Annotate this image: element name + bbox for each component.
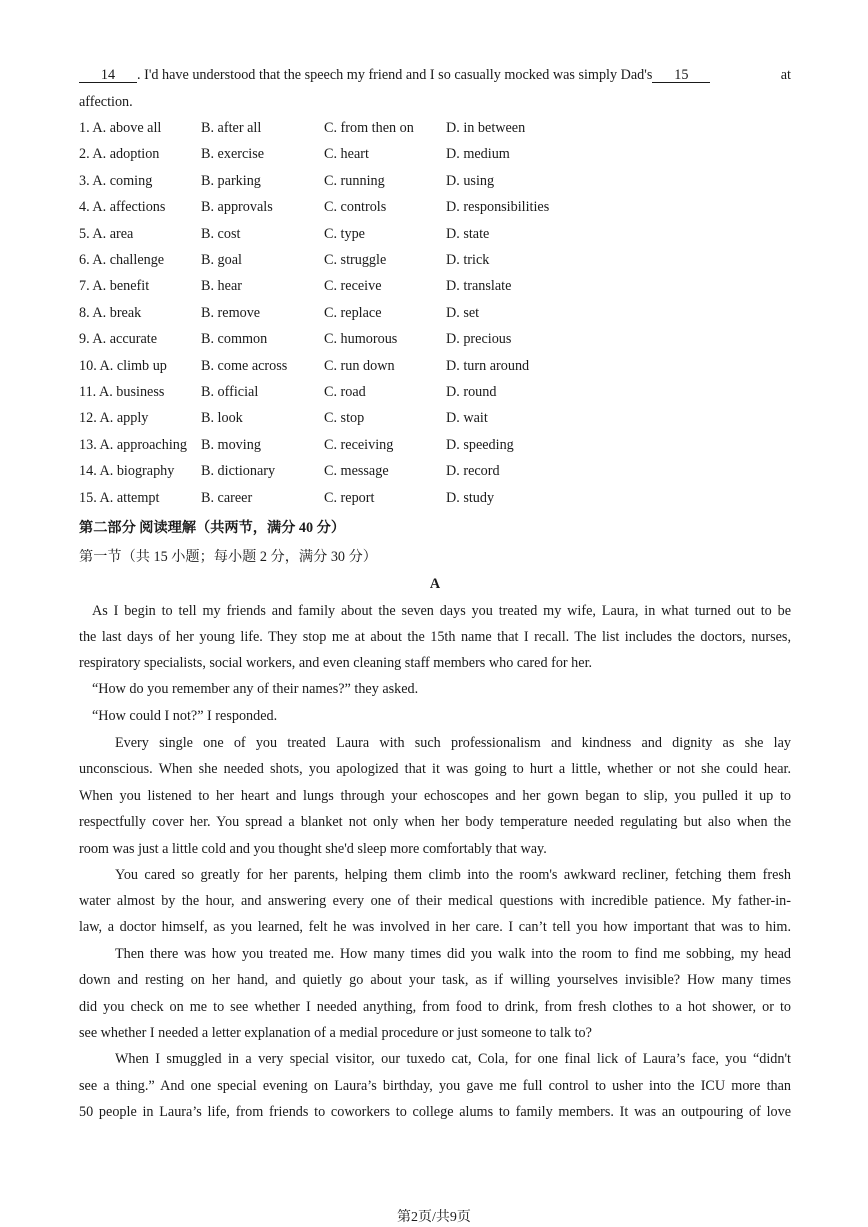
option-d: D. set [446,304,480,321]
option-b: B. official [201,384,259,400]
option-c: C. controls [324,199,387,216]
option-d: D. study [446,489,495,506]
option-d: D. precious [446,331,512,348]
option-d: D. round [446,384,497,400]
option-a: 7. A. benefit [79,278,150,295]
passage-line: law, a doctor himself, as you learned, felt he was involved in her care. I can’t tell you how important that was to him. [79,919,791,935]
passage-line: 50 people in Laura’s life, from friends to coworkers to college alums to family members. It was an outpouring of love [79,1104,791,1120]
option-a: 13. A. approaching [79,436,187,453]
option-b: B. dictionary [201,463,276,480]
option-b: B. goal [201,252,242,268]
option-b: B. career [201,489,253,506]
passage-line: “How could I not?” I responded. [92,708,278,724]
blank-14: 14 [79,68,137,83]
passage-line: “How do you remember any of their names?” they asked. [92,681,419,697]
option-c: C. from then on [324,120,414,136]
passage-line: As I begin to tell my friends and family about the seven days you treated my wife, Laura, in what turned out to be [92,603,791,619]
option-a: 9. A. accurate [79,331,157,348]
option-d: D. using [446,172,495,189]
passage-line: You cared so greatly for her parents, helping them climb into the room's awkward recliner, fetching them fresh [115,867,791,883]
option-c: C. receive [324,278,382,295]
passage-line: see a thing.” And one special evening on Laura’s birthday, you gave me full control to usher into the ICU more than [79,1078,791,1094]
option-a: 2. A. adoption [79,146,160,163]
option-d: D. record [446,463,500,480]
passage-line: water almost by the hour, and answering every one of their medical questions with incredible patience. My father-in- [79,893,791,909]
option-a: 12. A. apply [79,410,149,427]
option-b: B. come across [201,357,288,374]
option-c: C. struggle [324,252,387,268]
option-b: B. exercise [201,146,265,163]
option-b: B. approvals [201,199,273,216]
option-c: C. receiving [324,436,394,453]
subsection-title: 第一节（共 15 小题；每小题 2 分，满分 30 分） [79,549,377,565]
intro-text: . I'd have understood that the speech my friend and I so casually mocked was simply Dad's [137,67,653,83]
option-a: 1. A. above all [79,120,162,136]
passage-line: respiratory specialists, social workers, and even cleaning staff members who cared for her. [79,655,593,671]
intro-line-2: affection. [79,94,133,110]
option-d: D. responsibilities [446,199,550,216]
option-b: B. moving [201,436,261,453]
option-d: D. state [446,225,490,242]
option-c: C. report [324,489,375,506]
option-c: C. humorous [324,331,398,348]
option-c: C. stop [324,410,365,427]
passage-line: see whether I needed a letter explanation of a medial procedure or just someone to talk to? [79,1025,592,1041]
option-d: D. medium [446,146,510,163]
passage-line: unconscious. When she needed shots, you apologized that it was going to hurt a little, whether or not she could hear. [79,761,791,777]
option-b: B. after all [201,120,262,136]
passage-label: A [429,576,441,592]
option-b: B. parking [201,172,261,189]
option-c: C. message [324,463,389,480]
option-b: B. remove [201,304,261,321]
option-d: D. speeding [446,436,514,453]
option-d: D. turn around [446,357,530,374]
option-d: D. in between [446,120,526,136]
option-b: B. cost [201,225,241,242]
option-a: 6. A. challenge [79,252,165,268]
option-c: C. road [324,384,366,400]
blank-15: 15 [652,68,710,83]
option-a: 14. A. biography [79,463,175,480]
passage-line: the last days of her young life. They stop me at about the 15th name that I recall. The list includes the doctors, nurses, [79,629,791,645]
option-b: B. common [201,331,268,348]
option-d: D. trick [446,252,490,268]
option-c: C. running [324,172,385,189]
passage-line: room was just a little cold and you thought she'd sleep more comfortably that way. [79,841,547,857]
option-b: B. hear [201,278,242,295]
intro-line-1 [79,67,791,84]
option-a: 3. A. coming [79,172,153,189]
option-a: 8. A. break [79,304,142,321]
option-d: D. wait [446,410,488,427]
option-c: C. type [324,225,365,242]
intro-tail: at [780,67,791,83]
option-a: 15. A. attempt [79,489,160,506]
option-a: 10. A. climb up [79,357,167,374]
section-title: 第二部分 阅读理解（共两节，满分 40 分） [79,520,346,536]
passage-line: down and resting on her hand, and quietly go about your task, as if willing yourselves invisible? How many times [79,972,791,988]
passage-line: Every single one of you treated Laura with such professionalism and kindness and dignity as she lay [115,735,791,751]
passage-line: respectfully cover her. You spread a blanket not only when her body temperature needed regulating but also when the [79,814,791,830]
option-c: C. heart [324,146,369,163]
option-b: B. look [201,410,243,427]
option-c: C. replace [324,304,382,321]
option-c: C. run down [324,357,395,374]
passage-line: did you check on me to see whether I needed anything, from food to drink, from fresh clothes to a hot shower, or to [79,999,791,1015]
option-d: D. translate [446,278,512,295]
option-a: 5. A. area [79,225,134,242]
page-footer: 第2页/共9页 [397,1210,471,1225]
passage-line: When you listened to her heart and lungs through your echoscopes and her gown began to slip, you pulled it up to [79,788,791,804]
passage-line: When I smuggled in a very special visitor, our tuxedo cat, Cola, for one final lick of Laura’s face, you “didn't [115,1051,791,1067]
option-a: 11. A. business [79,384,165,400]
passage-line: Then there was how you treated me. How many times did you walk into the room to find me sobbing, my head [115,946,791,962]
option-a: 4. A. affections [79,199,166,216]
